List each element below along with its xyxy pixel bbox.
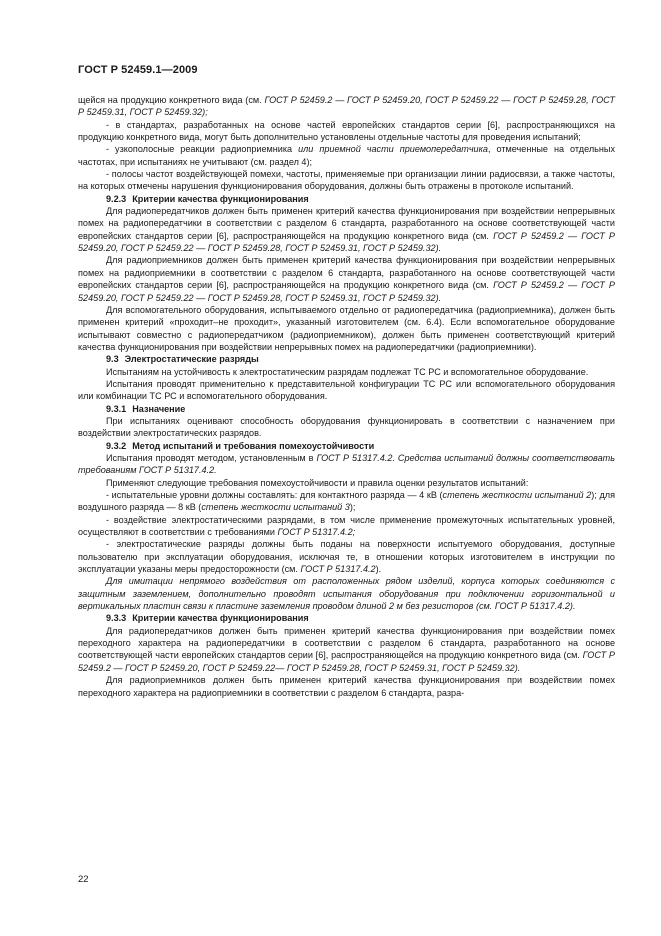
- body-paragraph: [78, 94, 615, 119]
- text-segment: Испытания проводят методом, установленным в: [106, 452, 317, 463]
- text-segment: ).: [375, 564, 382, 575]
- text-segment: Для радиопередатчиков должен быть применен критерий качества функционирования при воздействии непрерывных помех на радиопередатчики в соответствии с разделом 6 стандарта, разработанного на основе соответствующей части европейских стандартов серии [6], распространяющейся на продукцию конкретного вида (см.: [78, 206, 615, 241]
- text-segment: Для вспомогательного оборудования, испытываемого отдельно от радиопередатчика (радиоприемника), должен быть применен критерий «проходит–не проходит», указанный изготовителем (см. 6.4). Если вспомогательное оборудование испытывают совместно с радиопередатчиком (радиоприемником), должен быть применен соответствующий критерий качества функционирования при воздействии непрерывных помех на радиопередатчики (радиоприемники).: [78, 304, 615, 352]
- body-paragraph: [78, 304, 615, 353]
- text-segment: - полосы частот воздействующей помехи, частоты, применяемые при организации линии радиосвязи, а также частоты, на которых отмечены нарушения функционирования оборудования, должны быть отражены в протоколе испытаний.: [78, 169, 615, 192]
- section-title: Электростатические разряды: [124, 354, 259, 365]
- body-paragraph: [78, 575, 615, 612]
- text-segment: , отмеченные на отдельных частотах, при испытаниях не учитывают (см. раздел 4);: [78, 144, 615, 167]
- body-paragraph: [78, 489, 615, 514]
- italic-reference: степень жесткости испытаний 3: [201, 502, 350, 513]
- body-paragraph: [78, 143, 615, 168]
- italic-reference: или приемной части приемопередатчика: [298, 144, 488, 155]
- section-title: Назначение: [132, 403, 186, 414]
- italic-reference: ГОСТ Р 52459.2 — ГОСТ Р 52459.20, ГОСТ Р 52459.22 — ГОСТ Р 52459.28, ГОСТ Р 52459.31, ГОСТ Р 52459.32).: [78, 280, 615, 303]
- italic-reference: ГОСТ Р 52459.2 — ГОСТ Р 52459.20, ГОСТ Р 52459.22 — ГОСТ Р 52459.28, ГОСТ Р 52459.31, ГОСТ Р 52459.32);: [78, 95, 615, 118]
- body-paragraph: [78, 378, 615, 403]
- text-segment: Для радиоприемников должен быть применен критерий качества функционирования при воздействии непрерывных помех на радиоприемники в соответствии с разделом 6 стандарта, разработанного на основе соответствующей части европейских стандартов серии [6], распространяющейся на продукцию конкретного вида (см.: [78, 255, 615, 291]
- italic-reference: ГОСТ Р 52459.2 — ГОСТ Р 52459.20, ГОСТ Р 52459.22— ГОСТ Р 52459.28, ГОСТ Р 52459.31, ГОСТ Р 52459.32).: [78, 650, 615, 673]
- text-segment: ); для воздушного разряда — 8 кВ (: [78, 490, 616, 513]
- body-paragraph: [78, 625, 615, 674]
- body-paragraph: [78, 205, 615, 254]
- section-number: 9.2.3: [106, 193, 127, 204]
- text-segment: - в стандартах, разработанных на основе частей европейских стандартов серии [6], распространяющихся на продукцию конкретного вида, могут быть дополнительно установлены отдельные частоты для проведения испытаний;: [78, 119, 615, 143]
- body-paragraph: [78, 538, 615, 575]
- section-title: Критерии качества функционирования: [132, 193, 309, 204]
- section-title: Метод испытаний и требования помехоустойчивости: [132, 440, 375, 451]
- text-segment: );: [349, 502, 356, 513]
- italic-reference: ГОСТ Р 51317.4.2. Средства испытаний должны соответствовать требованиям ГОСТ Р 51317.4.2.: [78, 452, 615, 476]
- italic-reference: ГОСТ Р 51317.4.2: [300, 564, 376, 575]
- body-paragraph: [78, 366, 615, 378]
- body-paragraph: [78, 168, 615, 193]
- body-paragraph: [78, 514, 615, 539]
- text-segment: Для радиопередатчиков должен быть применен критерий качества функционирования при воздействии помех переходного характера на радиопередатчики в соответствии с разделом 6 стандарта, разработанного на основе соответствующей части европейских стандартов серии [6], распространяющейся на продукцию конкретного вида (см.: [78, 625, 615, 661]
- section-heading: [78, 440, 615, 452]
- text-segment: - узкополосные реакции радиоприемника: [106, 144, 299, 155]
- italic-reference: ГОСТ Р 51317.4.2;: [277, 527, 356, 538]
- body-paragraph: [78, 452, 615, 477]
- italic-reference: Для имитации непрямого воздействия от расположенных рядом изделий, корпуса которых соединяются с защитным заземлением, дополнительно проводят испытания оборудования при подключении горизонтальной и вертикальных пластин связи к пластине заземления проводом длиной 2 м без резисторов (см. ГОСТ Р 51317.4.2).: [78, 576, 615, 612]
- section-title: Критерии качества функционирования: [132, 613, 309, 624]
- document-body: [78, 94, 615, 699]
- section-heading: [78, 193, 615, 205]
- italic-reference: степень жесткости испытаний 2: [442, 490, 592, 500]
- text-segment: Испытаниям на устойчивость к электростатическим разрядам подлежат ТС РС и вспомогательное оборудование.: [106, 366, 589, 377]
- text-segment: Применяют следующие требования помехоустойчивости и правила оценки результатов испытаний:: [106, 477, 529, 488]
- text-segment: щейся на продукцию конкретного вида (см.: [78, 95, 265, 105]
- body-paragraph: [78, 415, 615, 440]
- body-paragraph: [78, 254, 615, 303]
- body-paragraph: [78, 674, 615, 699]
- section-heading: [78, 612, 615, 624]
- section-number: 9.3.2: [106, 440, 127, 451]
- section-number: 9.3.3: [106, 613, 127, 624]
- document-header: ГОСТ Р 52459.1—2009: [78, 64, 198, 76]
- text-segment: Испытания проводят применительно к представительной конфигурации ТС РС или вспомогательного оборудования или комбинации ТС РС и вспомогательного оборудования.: [78, 378, 615, 402]
- body-paragraph: [78, 119, 615, 144]
- section-number: 9.3: [106, 354, 119, 365]
- section-heading: [78, 403, 615, 415]
- italic-reference: ГОСТ Р 52459.2 — ГОСТ Р 52459.20, ГОСТ Р 52459.22 — ГОСТ Р 52459.28, ГОСТ Р 52459.31, ГОСТ Р 52459.32).: [78, 230, 615, 254]
- text-segment: - электростатические разряды должны быть поданы на поверхности испытуемого оборудования, доступные пользователю при эксплуатации оборудования, исключая те, в отношении которых изготовителем в инструкции по эксплуатации указаны меры предосторожности (см.: [78, 539, 615, 575]
- section-number: 9.3.1: [106, 403, 127, 414]
- text-segment: При испытаниях оценивают способность оборудования функционировать в соответствии с назначением при воздействии электростатических разрядов.: [78, 415, 615, 439]
- body-paragraph: [78, 477, 615, 489]
- text-segment: - воздействие электростатическими разрядами, в том числе применение промежуточных испытательных уровней, осуществляют в соответствии с требованиями: [78, 514, 615, 538]
- text-segment: Для радиоприемников должен быть применен критерий качества функционирования при воздействии помех переходного характера на радиоприемники в соответствии с разделом 6 стандарта, разра-: [78, 675, 615, 698]
- text-segment: - испытательные уровни должны составлять: для контактного разряда — 4 кВ (: [106, 490, 443, 500]
- section-heading: [78, 353, 615, 365]
- page-number: 22: [78, 874, 89, 885]
